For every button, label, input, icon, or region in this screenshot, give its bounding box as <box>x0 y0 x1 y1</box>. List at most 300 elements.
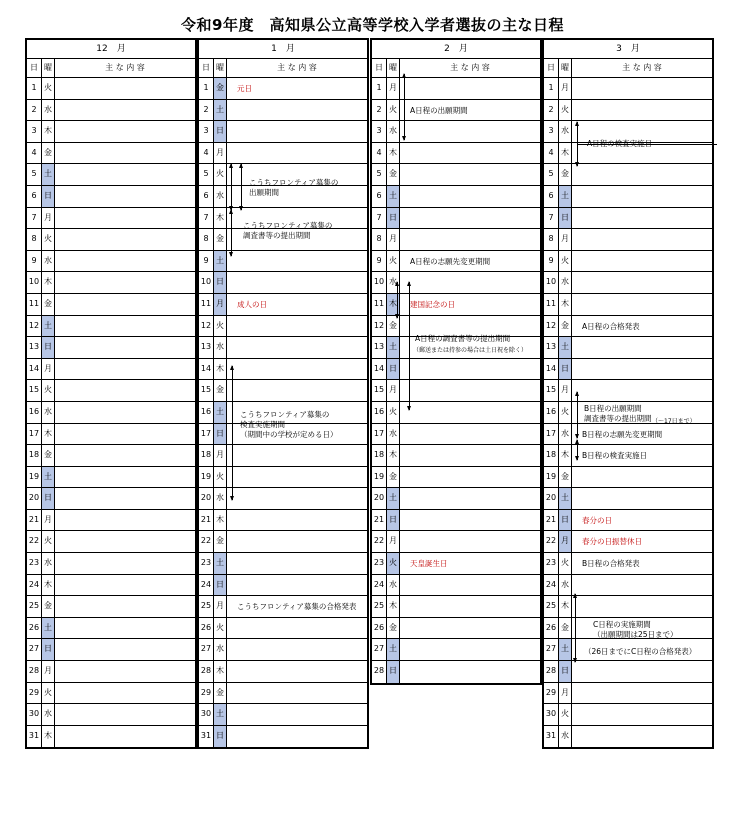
day-number: 30 <box>27 704 42 725</box>
day-number: 22 <box>544 531 559 552</box>
day-number: 25 <box>27 596 42 617</box>
weekday: 木 <box>559 143 572 164</box>
day-row <box>544 704 712 726</box>
weekday: 日 <box>214 121 227 142</box>
event-cell <box>400 510 540 531</box>
weekday: 月 <box>387 380 400 401</box>
day-row <box>199 78 367 100</box>
day-number: 1 <box>544 78 559 99</box>
day-row <box>27 337 195 359</box>
header-day: 日 <box>372 59 387 77</box>
period-arrow <box>231 210 232 256</box>
day-row <box>27 553 195 575</box>
day-number: 22 <box>199 531 214 552</box>
weekday: 金 <box>559 316 572 337</box>
day-row <box>199 143 367 165</box>
weekday: 火 <box>42 229 55 250</box>
event-cell <box>400 294 540 315</box>
weekday: 土 <box>214 100 227 121</box>
period-arrow <box>577 440 578 460</box>
weekday: 日 <box>387 510 400 531</box>
day-row <box>372 186 540 208</box>
day-row <box>199 596 367 618</box>
day-row <box>27 186 195 208</box>
day-number: 2 <box>544 100 559 121</box>
event-cell <box>55 121 195 142</box>
day-number: 27 <box>199 639 214 660</box>
day-number: 25 <box>372 596 387 617</box>
weekday: 火 <box>214 618 227 639</box>
event-cell <box>572 337 712 358</box>
b-apply-note: （～17日まで） <box>652 418 696 425</box>
month-december <box>25 38 197 749</box>
day-number: 26 <box>27 618 42 639</box>
day-number: 28 <box>199 661 214 682</box>
event-cell <box>55 229 195 250</box>
weekday: 金 <box>42 445 55 466</box>
event-cell <box>227 488 367 509</box>
event-cell <box>55 618 195 639</box>
day-number: 2 <box>199 100 214 121</box>
day-row <box>27 488 195 510</box>
weekday: 火 <box>559 553 572 574</box>
frontier-exam-label: こうちフロンティア募集の 検査実施期間 （期間中の学校が定める日） <box>240 410 338 439</box>
event-cell <box>227 359 367 380</box>
period-arrow <box>397 282 398 318</box>
day-row <box>544 510 712 532</box>
event-cell <box>227 726 367 748</box>
event-cell <box>55 316 195 337</box>
day-number: 26 <box>372 618 387 639</box>
day-number: 13 <box>199 337 214 358</box>
period-arrow <box>577 392 578 438</box>
day-row <box>544 661 712 683</box>
day-row <box>199 531 367 553</box>
header-day: 日 <box>199 59 214 77</box>
day-number: 2 <box>27 100 42 121</box>
day-number: 22 <box>372 531 387 552</box>
period-arrow <box>404 74 405 140</box>
weekday: 日 <box>214 575 227 596</box>
weekday: 水 <box>559 121 572 142</box>
period-arrow <box>409 282 410 410</box>
event-cell <box>572 575 712 596</box>
event-cell <box>400 661 540 683</box>
event-cell <box>55 596 195 617</box>
day-row <box>372 164 540 186</box>
weekday: 木 <box>42 726 55 748</box>
day-number: 18 <box>27 445 42 466</box>
event-cell <box>400 143 540 164</box>
day-number: 11 <box>544 294 559 315</box>
event-cell <box>227 467 367 488</box>
day-row <box>544 272 712 294</box>
day-number: 6 <box>372 186 387 207</box>
event-text: A日程の志願先変更期間 <box>410 256 491 266</box>
weekday: 日 <box>214 272 227 293</box>
weekday: 土 <box>387 639 400 660</box>
weekday: 月 <box>559 380 572 401</box>
event-cell <box>55 575 195 596</box>
event-cell <box>572 704 712 725</box>
event-cell <box>572 164 712 185</box>
event-cell <box>400 445 540 466</box>
event-cell <box>572 78 712 99</box>
header-day: 日 <box>544 59 559 77</box>
weekday: 日 <box>387 661 400 683</box>
event-cell <box>55 272 195 293</box>
event-cell <box>227 639 367 660</box>
event-cell <box>400 531 540 552</box>
event-cell <box>55 510 195 531</box>
event-cell <box>227 531 367 552</box>
weekday: 日 <box>559 359 572 380</box>
day-row <box>544 467 712 489</box>
day-row <box>199 445 367 467</box>
day-number: 15 <box>27 380 42 401</box>
event-cell <box>227 337 367 358</box>
period-arrow <box>231 164 232 210</box>
day-row <box>199 337 367 359</box>
day-number: 24 <box>372 575 387 596</box>
day-number: 10 <box>199 272 214 293</box>
event-cell <box>55 531 195 552</box>
day-row <box>372 251 540 273</box>
month-title: 12 月 <box>27 40 195 59</box>
day-row <box>27 467 195 489</box>
day-number: 1 <box>372 78 387 99</box>
event-cell <box>55 164 195 185</box>
day-row <box>27 445 195 467</box>
weekday: 土 <box>214 402 227 423</box>
weekday: 火 <box>214 164 227 185</box>
day-row <box>544 488 712 510</box>
day-number: 4 <box>544 143 559 164</box>
weekday: 月 <box>559 78 572 99</box>
day-number: 26 <box>199 618 214 639</box>
weekday: 金 <box>387 618 400 639</box>
event-text: 元日 <box>237 84 252 93</box>
day-number: 25 <box>199 596 214 617</box>
event-cell <box>400 121 540 142</box>
event-text: 成人の日 <box>237 299 267 309</box>
day-number: 14 <box>544 359 559 380</box>
weekday: 月 <box>559 683 572 704</box>
weekday: 土 <box>42 164 55 185</box>
day-row <box>27 143 195 165</box>
event-cell <box>227 294 367 315</box>
day-row <box>27 100 195 122</box>
day-number: 29 <box>199 683 214 704</box>
day-row <box>544 445 712 467</box>
day-row <box>27 424 195 446</box>
day-row <box>544 208 712 230</box>
event-cell <box>400 467 540 488</box>
event-cell <box>227 121 367 142</box>
event-text: こうちフロンティア募集の合格発表 <box>237 602 357 612</box>
header-content: 主 な 内 容 <box>622 63 662 72</box>
day-row <box>544 337 712 359</box>
day-number: 27 <box>544 639 559 660</box>
day-row <box>27 704 195 726</box>
day-number: 22 <box>27 531 42 552</box>
a-docs-note: （郵送または持参の場合は土日祝を除く） <box>413 347 528 354</box>
weekday: 月 <box>387 229 400 250</box>
day-number: 31 <box>544 726 559 748</box>
weekday: 木 <box>559 445 572 466</box>
event-cell <box>55 661 195 682</box>
event-cell <box>55 186 195 207</box>
day-number: 7 <box>199 208 214 229</box>
month-title: 3 月 <box>544 40 712 59</box>
weekday: 火 <box>42 380 55 401</box>
day-number: 15 <box>544 380 559 401</box>
event-cell <box>572 251 712 272</box>
day-number: 14 <box>372 359 387 380</box>
day-row <box>199 510 367 532</box>
day-number: 19 <box>27 467 42 488</box>
day-row <box>544 100 712 122</box>
day-row <box>199 553 367 575</box>
event-text: A日程の出願期間 <box>410 105 468 115</box>
day-row <box>199 121 367 143</box>
weekday: 金 <box>559 618 572 639</box>
weekday: 金 <box>387 164 400 185</box>
day-number: 3 <box>544 121 559 142</box>
weekday: 月 <box>559 229 572 250</box>
event-cell <box>55 208 195 229</box>
event-text: B日程の志願先変更期間 <box>582 429 663 439</box>
day-row <box>199 251 367 273</box>
event-cell <box>572 208 712 229</box>
day-number: 5 <box>544 164 559 185</box>
day-row <box>372 596 540 618</box>
day-number: 6 <box>27 186 42 207</box>
weekday: 水 <box>42 402 55 423</box>
column-header <box>199 59 367 78</box>
weekday: 金 <box>42 294 55 315</box>
event-cell <box>400 402 540 423</box>
day-number: 5 <box>372 164 387 185</box>
event-cell <box>55 424 195 445</box>
day-row <box>27 639 195 661</box>
event-text: 春分の日 <box>582 515 612 525</box>
day-number: 9 <box>372 251 387 272</box>
day-number: 9 <box>544 251 559 272</box>
weekday: 金 <box>559 164 572 185</box>
b-apply-label: B日程の出願期間 調査書等の提出期間 <box>584 404 652 423</box>
event-cell <box>400 78 540 99</box>
day-row <box>372 445 540 467</box>
event-cell <box>227 143 367 164</box>
event-cell <box>55 704 195 725</box>
weekday: 水 <box>387 575 400 596</box>
event-cell <box>400 380 540 401</box>
weekday: 水 <box>214 488 227 509</box>
day-number: 19 <box>544 467 559 488</box>
weekday: 日 <box>559 208 572 229</box>
day-row <box>199 618 367 640</box>
header-content: 主 な 内 容 <box>277 63 317 72</box>
day-row <box>27 661 195 683</box>
weekday: 木 <box>387 143 400 164</box>
event-cell <box>572 683 712 704</box>
day-row <box>372 78 540 100</box>
day-row <box>27 726 195 748</box>
event-cell <box>55 380 195 401</box>
event-cell <box>227 661 367 682</box>
day-number: 20 <box>372 488 387 509</box>
weekday: 水 <box>42 553 55 574</box>
day-number: 11 <box>372 294 387 315</box>
day-row <box>544 553 712 575</box>
weekday: 金 <box>387 316 400 337</box>
weekday: 日 <box>42 186 55 207</box>
day-number: 11 <box>199 294 214 315</box>
event-cell <box>400 208 540 229</box>
event-cell <box>572 661 712 682</box>
day-row <box>544 186 712 208</box>
weekday: 土 <box>559 488 572 509</box>
day-number: 10 <box>372 272 387 293</box>
event-cell <box>400 100 540 121</box>
event-cell <box>55 683 195 704</box>
day-row <box>372 618 540 640</box>
day-number: 28 <box>544 661 559 682</box>
day-row <box>544 380 712 402</box>
weekday: 火 <box>559 251 572 272</box>
event-cell <box>400 164 540 185</box>
day-number: 23 <box>372 553 387 574</box>
header-weekday: 曜 <box>559 59 572 77</box>
day-number: 29 <box>544 683 559 704</box>
day-row <box>372 229 540 251</box>
day-number: 6 <box>544 186 559 207</box>
day-number: 11 <box>27 294 42 315</box>
weekday: 水 <box>42 704 55 725</box>
event-cell <box>400 424 540 445</box>
weekday: 火 <box>42 531 55 552</box>
weekday: 日 <box>42 639 55 660</box>
day-number: 23 <box>27 553 42 574</box>
event-cell <box>55 251 195 272</box>
day-number: 19 <box>372 467 387 488</box>
day-number: 4 <box>372 143 387 164</box>
header-weekday: 曜 <box>387 59 400 77</box>
day-number: 9 <box>199 251 214 272</box>
weekday: 金 <box>387 467 400 488</box>
event-cell <box>55 143 195 164</box>
day-row <box>544 683 712 705</box>
c-result-label: （26日までにC日程の合格発表） <box>584 647 697 656</box>
weekday: 月 <box>214 445 227 466</box>
day-number: 14 <box>27 359 42 380</box>
weekday: 日 <box>214 424 227 445</box>
column-header <box>27 59 195 78</box>
day-number: 25 <box>544 596 559 617</box>
weekday: 月 <box>42 359 55 380</box>
event-cell <box>400 251 540 272</box>
day-row <box>544 359 712 381</box>
header-day: 日 <box>27 59 42 77</box>
weekday: 日 <box>42 488 55 509</box>
event-cell <box>572 531 712 552</box>
event-cell <box>227 596 367 617</box>
event-cell <box>572 186 712 207</box>
day-row <box>27 78 195 100</box>
weekday: 木 <box>387 445 400 466</box>
day-row <box>199 467 367 489</box>
event-cell <box>227 380 367 401</box>
weekday: 日 <box>42 337 55 358</box>
weekday: 水 <box>387 121 400 142</box>
weekday: 火 <box>214 316 227 337</box>
period-arrow <box>232 366 233 500</box>
day-row <box>199 488 367 510</box>
weekday: 木 <box>559 294 572 315</box>
day-number: 6 <box>199 186 214 207</box>
event-cell <box>55 467 195 488</box>
day-row <box>27 121 195 143</box>
event-cell <box>55 402 195 423</box>
day-row <box>544 596 712 618</box>
day-number: 31 <box>27 726 42 748</box>
day-number: 10 <box>27 272 42 293</box>
weekday: 水 <box>214 186 227 207</box>
day-row <box>372 208 540 230</box>
month-title: 2 月 <box>372 40 540 59</box>
day-number: 27 <box>372 639 387 660</box>
day-row <box>199 272 367 294</box>
day-number: 24 <box>27 575 42 596</box>
day-number: 17 <box>27 424 42 445</box>
day-row <box>27 575 195 597</box>
event-cell <box>227 575 367 596</box>
event-cell <box>55 337 195 358</box>
day-row <box>27 272 195 294</box>
day-row <box>27 380 195 402</box>
day-number: 15 <box>372 380 387 401</box>
day-row <box>372 402 540 424</box>
day-number: 7 <box>544 208 559 229</box>
day-number: 20 <box>27 488 42 509</box>
day-row <box>199 380 367 402</box>
event-text: B日程の検査実施日 <box>582 451 648 461</box>
event-cell <box>55 639 195 660</box>
day-number: 17 <box>372 424 387 445</box>
day-row <box>372 424 540 446</box>
a-docs-label: A日程の調査書等の提出期間 <box>415 334 511 343</box>
event-cell <box>400 488 540 509</box>
month-title: 1 月 <box>199 40 367 59</box>
weekday: 水 <box>559 272 572 293</box>
day-row <box>544 229 712 251</box>
weekday: 土 <box>214 704 227 725</box>
weekday: 木 <box>42 121 55 142</box>
weekday: 火 <box>387 251 400 272</box>
weekday: 土 <box>559 639 572 660</box>
column-header <box>544 59 712 78</box>
day-number: 4 <box>27 143 42 164</box>
event-text: A日程の合格発表 <box>582 321 640 331</box>
weekday: 金 <box>214 531 227 552</box>
event-cell <box>227 445 367 466</box>
event-cell <box>227 251 367 272</box>
weekday: 金 <box>214 229 227 250</box>
event-text: 春分の日振替休日 <box>582 537 642 547</box>
frontier-docs-label: こうちフロンティア募集の 調査書等の提出期間 <box>243 221 333 240</box>
day-number: 12 <box>372 316 387 337</box>
